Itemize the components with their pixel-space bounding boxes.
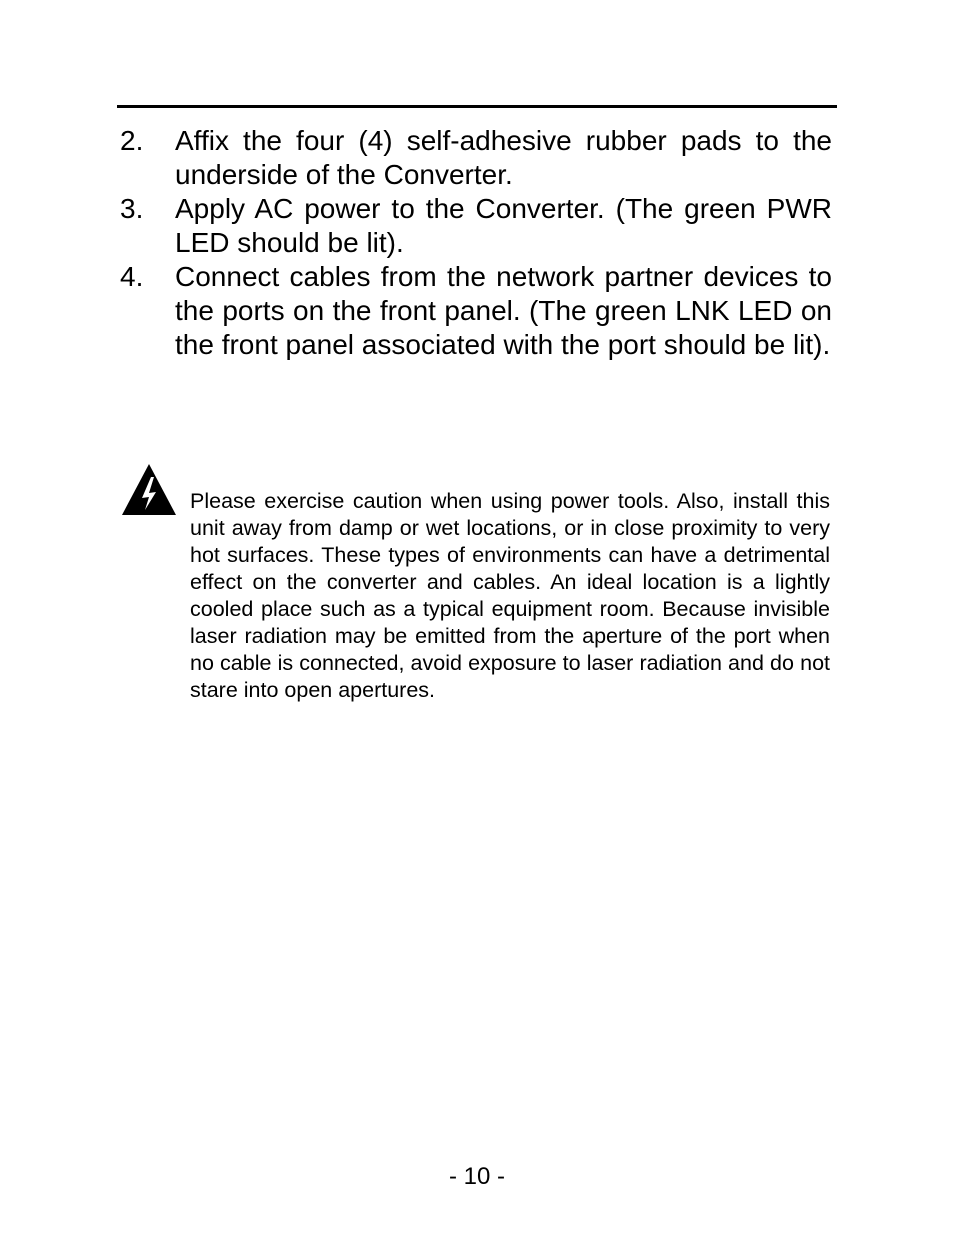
caution-text: Please exercise caution when using power tools. Also, install this unit away from damp or wet locations, or in close proximity to very hot surfaces. These types of environments can have a detrimental effect on the converter and cables. An ideal location is a lightly cooled place such as a typical equipment room. Because invisible laser radiation may be emitted from the aperture of the port when no cable is connected, avoid exposure to laser radiation and do not stare into open apertures. <box>190 489 830 702</box>
step-item <box>120 260 832 362</box>
step-text: Affix the four (4) self-adhesive rubber pads to the underside of the Converter. <box>175 125 832 190</box>
step-number: 2. <box>120 125 144 156</box>
step-item <box>120 124 832 192</box>
step-number: 3. <box>120 193 144 224</box>
step-text: Connect cables from the network partner devices to the ports on the front panel. (The green LNK LED on the front panel associated with the port should be lit). <box>175 261 832 360</box>
top-rule <box>117 105 837 108</box>
high-voltage-warning-icon <box>120 462 178 517</box>
installation-steps <box>120 124 832 362</box>
step-number: 4. <box>120 261 144 292</box>
step-text: Apply AC power to the Converter. (The green PWR LED should be lit). <box>175 193 832 258</box>
step-item <box>120 192 832 260</box>
page-number: - 10 - <box>448 1163 505 1190</box>
